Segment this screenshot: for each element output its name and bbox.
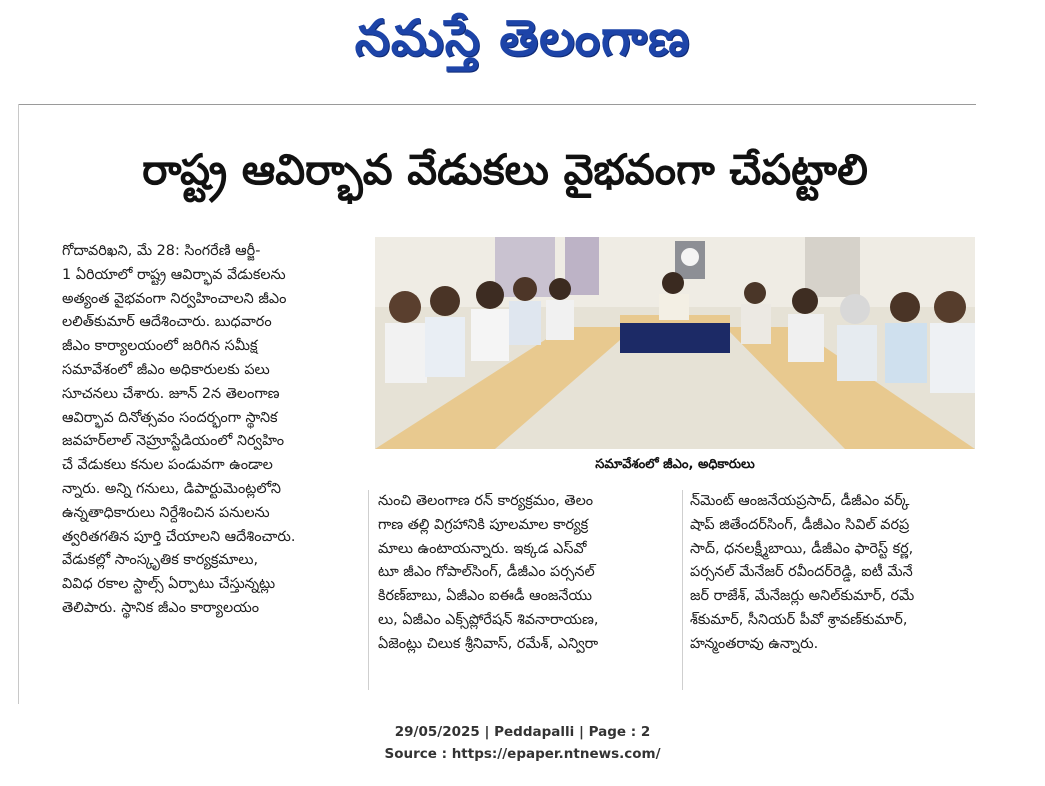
text-line: జీఎం కార్యాలయంలో జరిగిన సమీక్ష [62,338,258,355]
text-line: జర్ రాజేశ్, మేనేజర్లు అనిల్‌కుమార్, రమే [690,588,915,605]
text-line: 1 ఏరియాలో రాష్ట్ర ఆవిర్భావ వేడుకలను [62,266,286,283]
top-rule [18,104,976,105]
text-line: టూ జీఎం గోపాల్‌సింగ్, డీజీఎం పర్సనల్ [378,564,595,581]
text-line: త్వరితగతిన పూర్తి చేయాలని ఆదేశించారు. [62,528,296,545]
text-line: కిరణ్‌బాబు, ఏజీఎం ఐఈడీ ఆంజనేయు [378,588,593,605]
article-column-1 [62,240,362,621]
text-line: వివిధ రకాల స్టాల్స్ ఏర్పాటు చేస్తున్నట్లు [62,576,276,593]
text-line: లు, ఏజీఎం ఎక్స్‌ప్లోరేషన్ శివనారాయణ, [378,611,599,628]
masthead-logo: నమస్తే తెలంగాణ [354,9,691,67]
text-line: చే వేడుకలు కనుల పండువగా ఉండాల [62,457,273,474]
footer-date-edition: 29/05/2025 | Peddapalli | Page : 2 [394,724,651,740]
text-line: న్నారు. అన్ని గనులు, డిపార్టుమెంట్లలోని [62,480,281,497]
text-line: తెలిపారు. స్థానిక జీఎం కార్యాలయం [62,599,260,616]
footer-source: Source : https://epaper.ntnews.com/ [384,746,661,762]
meeting-photo [375,237,975,449]
column-divider [682,490,683,690]
text-line: వేడుకల్లో సాంస్కృతిక కార్యక్రమాలు, [62,552,259,569]
text-line: న్‌మెంట్ ఆంజనేయప్రసాద్, డీజీఎం వర్క్ [690,493,910,509]
text-line: మాలు ఉంటాయన్నారు. ఇక్కడ ఎస్‌వో [378,540,587,557]
text-line: సాద్, ధనలక్ష్మీబాయి, డీజీఎం ఫారెస్ట్ కర్ణ, [690,540,914,557]
text-line: ఆవిర్భావ దినోత్సవం సందర్భంగా స్థానిక [62,409,278,426]
article-headline: రాష్ట్ర ఆవిర్భావ వేడుకలు వైభవంగా చేపట్టాలి [142,145,868,194]
text-line: లలిత్‌కుమార్ ఆదేశించారు. బుధవారం [62,314,272,331]
meeting-photo-illustration [375,237,975,449]
article-column-2 [378,490,678,657]
text-line: గాణ తల్లి విగ్రహానికి పూలమాల కార్యక్ర [378,516,589,533]
text-line: సమావేశంలో జీఎం అధికారులకు పలు [62,361,270,378]
text-line: ఏజెంట్లు చిలుక శ్రీనివాస్, రమేశ్, ఎన్విరా [378,635,599,652]
column-divider [368,490,369,690]
text-line: హన్మంతరావు ఉన్నారు. [690,635,819,652]
text-line: జవహర్‌లాల్ నెహ్రూస్టేడియంలో నిర్వహిం [62,433,285,450]
text-line: షాప్ జితేందర్‌సింగ్, డీజీఎం సివిల్ వరప్ర [690,516,910,533]
text-line: ఉన్నతాధికారులు నిర్దేశించిన పనులను [62,504,270,521]
text-line: గోదావరిఖని, మే 28: సింగరేణి ఆర్జీ- [62,243,261,259]
clip-frame-edge [18,104,19,704]
text-line: శ్‌కుమార్, సీనియర్ పీవో శ్రావణ్‌కుమార్, [690,611,908,628]
text-line: పర్సనల్ మేనేజర్ రవీందర్‌రెడ్డి, ఐటీ మేనే [690,564,913,581]
photo-caption: సమావేశంలో జీఎం, అధికారులు [595,457,755,472]
article-column-3 [690,490,980,657]
text-line: సూచనలు చేశారు. జూన్ 2న తెలంగాణ [62,385,280,402]
text-line: అత్యంత వైభవంగా నిర్వహించాలని జీఎం [62,290,287,307]
text-line: నుంచి తెలంగాణ రన్ కార్యక్రమం, తెలం [378,493,594,509]
